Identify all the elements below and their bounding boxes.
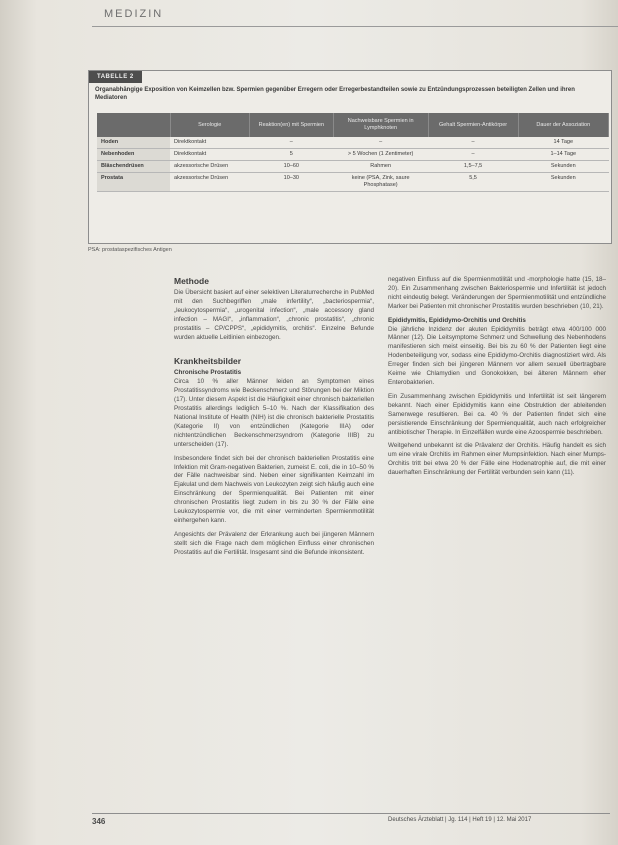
table-badge: TABELLE 2 <box>89 71 142 83</box>
body-paragraph: Weitgehend unbekannt ist die Prävalenz der Orchitis. Häufig handelt es sich um eine virale Orchitis im Rahmen einer Mumpsinfektion. Nach einer Mumps-Orchitis tritt bei etwa 20 % der Fälle eine Hodenatrophie auf, die mit einer dauerhaften Einschränkung der Fertilität verbunden sein kann (11). <box>388 442 606 477</box>
table-cell: keine (PSA, Zink, saure Phosphatase) <box>333 173 428 192</box>
table-header-cell: Nachweisbare Spermien in Lymphknoten <box>333 113 428 137</box>
table-header-cell <box>97 113 170 137</box>
section-header: MEDIZIN <box>104 8 164 20</box>
page-number: 346 <box>92 817 106 826</box>
table-cell: 14 Tage <box>518 137 608 149</box>
table-header-cell: Reaktion(en) mit Spermien <box>249 113 333 137</box>
table-cell: Rahmen <box>333 161 428 173</box>
body-paragraph: Die jährliche Inzidenz der akuten Epididymitis beträgt etwa 400/100 000 Männer (12). Die Leitsymptome Schmerz und Schwellung des Nebenhodens manifestieren sich meist einseitig. Bei bis zu 60 % der Patienten liegt eine Hodenbeteiligung vor, sodass eine Epididymo-Orchitis diagnostiziert wird. Als Erreger finden sich bei jüngeren Männern vor allem sexuell übertragbare Keime wie Chlamydien und Gonokokken, bei älteren Männern eher Enterobakterien. <box>388 325 606 386</box>
table-cell: akzessorische Drüsen <box>170 173 249 192</box>
table-cell: Bläschendrüsen <box>97 161 170 173</box>
body-paragraph: Angesichts der Prävalenz der Erkrankung auch bei jüngeren Männern stellt sich die Frage nach dem möglichen Einfluss einer chronischen Prostatitis auf die Fertilität. Insgesamt sind die Befunde inkonsistent. <box>174 530 374 556</box>
subheading-epididymitis: Epididymitis, Epididymo-Orchitis und Orchitis <box>388 316 526 324</box>
left-column <box>174 276 374 563</box>
table-cell: > 5 Wochen (1 Zentimeter) <box>333 149 428 161</box>
table-row <box>97 137 609 149</box>
table-cell: 5 <box>249 149 333 161</box>
table-cell: Prostata <box>97 173 170 192</box>
table-header-cell: Gehalt Spermien-Antikörper <box>428 113 518 137</box>
table-cell: – <box>249 137 333 149</box>
footer-rule <box>92 813 610 814</box>
table-row <box>97 149 609 161</box>
header-rule <box>92 26 618 27</box>
table-row <box>97 161 609 173</box>
data-table <box>97 113 609 192</box>
table-cell: Sekunden <box>518 161 608 173</box>
method-paragraph: Die Übersicht basiert auf einer selektiven Literaturrecherche in PubMed mit den Suchbegriffen „male infertility“, „bacteriospermia“, „leukocytospermia“, „urogenital infection“, „male accessory gland infection – MAGI“, „inflammation“, „chronic prostatitis“, „chronic prostatitis – CP/CPPS“, „epididymitis, orchitis“. Einzelne Befunde wurden aktuelle Leitlinien einbezogen. <box>174 289 374 341</box>
table-cell: akzessorische Drüsen <box>170 161 249 173</box>
table-cell: Hoden <box>97 137 170 149</box>
table-cell: Direktkontakt <box>170 137 249 149</box>
body-paragraph: negativen Einfluss auf die Spermienmotilität und -morphologie hatte (15, 18–20). Ein Zusammenhang zwischen Bakteriospermie und Infertilität ist jedoch nicht eindeutig belegt. Veränderungen der Spermienmotilität und entzündliche Marker bei Patienten mit chronischer Prostatitis wurden beschrieben (10, 21). <box>388 276 606 310</box>
right-column <box>388 276 606 483</box>
table-cell: – <box>333 137 428 149</box>
table-cell: – <box>428 137 518 149</box>
journal-citation: Deutsches Ärzteblatt | Jg. 114 | Heft 19 | 12. Mai 2017 <box>388 817 532 823</box>
body-paragraph: Insbesondere findet sich bei der chronisch bakteriellen Prostatitis eine Infektion mit Gram-negativen Bakterien, zumeist E. coli, die in 10–50 % der Fälle nachweisbar sind. Neben einer signifikanten Keimzahl im Ejakulat und dem Nachweis von Leukozyten zeigt sich häufig auch eine Einschränkung der Spermienqualität. Bei Patienten mit einer chronischen Prostatitis liegt zudem in bis zu 30 % der Fälle eine Leukozytospermie vor, die mit einer verminderten Spermienmotilität einhergehen kann. <box>174 454 374 524</box>
table-box <box>88 70 612 244</box>
table-cell: 5,5 <box>428 173 518 192</box>
table-cell: 1,5–7,5 <box>428 161 518 173</box>
table-cell: Direktkontakt <box>170 149 249 161</box>
diseases-heading: Krankheitsbilder <box>174 356 242 367</box>
table-header-cell: Dauer der Assoziation <box>518 113 608 137</box>
table-cell: 10–60 <box>249 161 333 173</box>
table-cell: – <box>428 149 518 161</box>
method-heading: Methode <box>174 276 209 286</box>
body-paragraph: Ein Zusammenhang zwischen Epididymitis und Infertilität ist seit längerem bekannt. Nach einer Epididymitis kann eine Obstruktion der ableitenden Samenwege resultieren. Bei ca. 40 % der Patienten findet sich eine persistierende Einschränkung der Spermienqualität, auch nach erfolgreicher antibiotischer Therapie. In Einzelfällen wurde eine Azoospermie beschrieben. <box>388 392 606 436</box>
table-header-row <box>97 113 609 137</box>
table-footnote: PSA: prostataspezifisches Antigen <box>88 247 172 253</box>
table-row <box>97 173 609 192</box>
table-caption: Organabhängige Exposition von Keimzellen bzw. Spermien gegenüber Erregern oder Erregerbestandteilen sowie zu Entzündungsprozessen beteiligten Zellen und ihren Mediatoren <box>95 87 575 101</box>
table-cell: Nebenhoden <box>97 149 170 161</box>
table-cell: 1–14 Tage <box>518 149 608 161</box>
table-header-cell: Serologie <box>170 113 249 137</box>
subheading-prostatitis: Chronische Prostatitis <box>174 369 242 377</box>
body-paragraph: Circa 10 % aller Männer leiden an Symptomen eines Prostatitissyndroms wie Beckenschmerz und Störungen bei der Miktion (17). Unter diesem Aspekt ist die Häufigkeit einer chronisch bakteriellen Prostatitis allerdings lediglich 5–10 %. Nach der Klassifikation des National Institute of Health (NIH) ist die chronisch bakterielle Prostatitis (Kategorie II) von entzündlichen (Kategorie IIIA) oder nichtentzündlichen Beckenschmerzsyndrom (Kategorie IIIB) zu unterscheiden (17). <box>174 378 374 448</box>
table-cell: 10–30 <box>249 173 333 192</box>
table-cell: Sekunden <box>518 173 608 192</box>
